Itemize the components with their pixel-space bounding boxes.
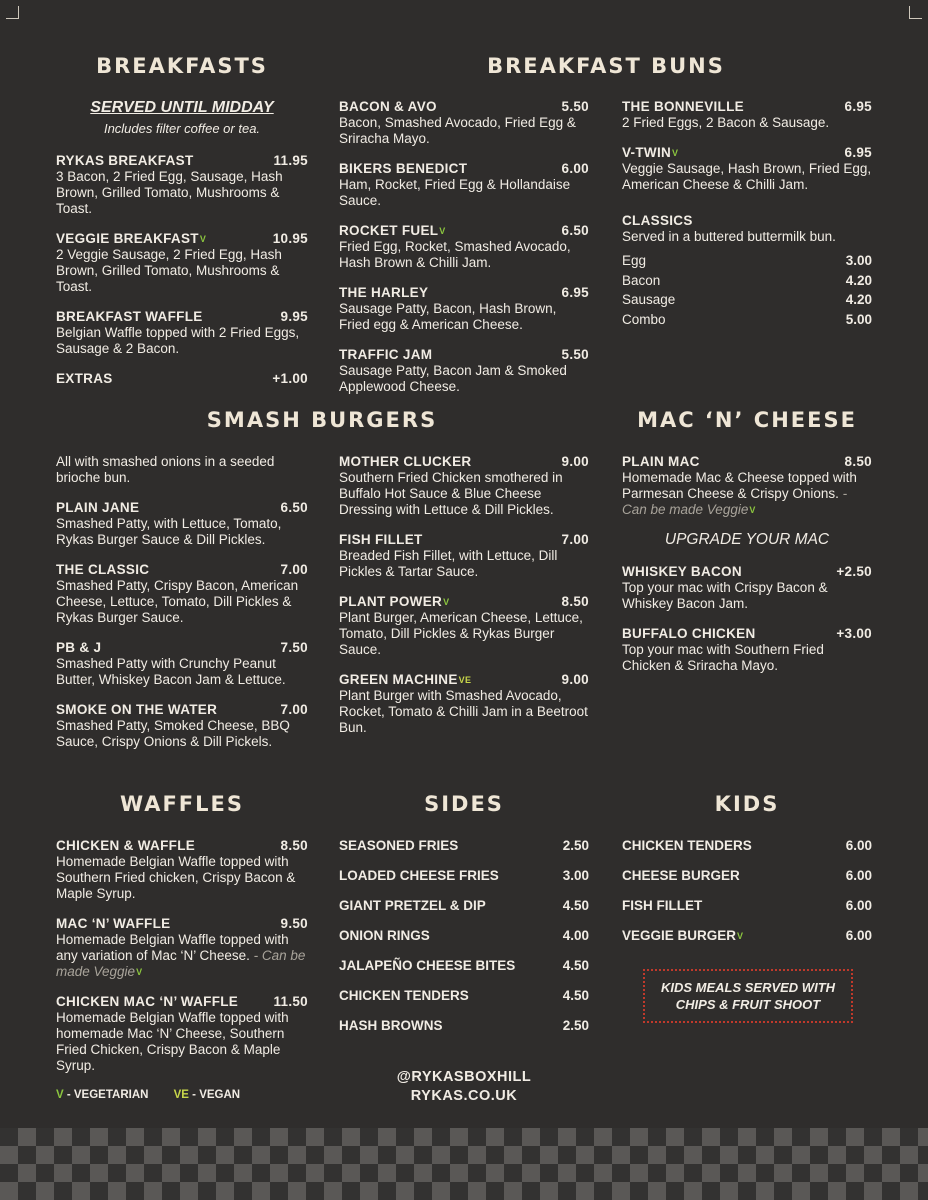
kids-item (622, 898, 872, 914)
menu-item (56, 838, 308, 902)
side-item (339, 898, 589, 914)
menu-item (622, 145, 872, 193)
item-desc: Plant Burger with Smashed Avocado, Rocket, Tomato & Chilli Jam in a Beetroot Bun. (339, 688, 588, 735)
side-item (339, 1018, 589, 1034)
vegetarian-badge: V (443, 597, 450, 607)
smash-burgers-left-list (56, 454, 308, 764)
item-price: 4.50 (562, 988, 589, 1003)
item-price: 6.95 (561, 285, 589, 300)
item-desc: Top your mac with Southern Fried Chicken & Sriracha Mayo. (622, 642, 824, 673)
row-price: 4.20 (845, 272, 872, 288)
section-title-breakfasts: BREAKFASTS (96, 54, 268, 78)
legend-vegetarian-label: - VEGETARIAN (63, 1089, 149, 1101)
item-price: 6.00 (845, 838, 872, 853)
item-price: 9.95 (280, 309, 308, 324)
kids-list (622, 838, 872, 958)
item-name: PB & J (56, 640, 102, 655)
item-desc: Homemade Mac & Cheese topped with Parmesan Cheese & Crispy Onions. (622, 470, 857, 501)
item-price: 9.50 (280, 916, 308, 931)
item-note: - Can be made Veggie (56, 948, 306, 979)
item-price: 7.00 (561, 532, 589, 547)
item-name: PLANT POWER (339, 594, 443, 609)
item-price: 4.50 (562, 898, 589, 913)
item-desc: Bacon, Smashed Avocado, Fried Egg & Sriracha Mayo. (339, 115, 576, 146)
item-name: ROCKET FUEL (339, 223, 439, 238)
menu-item (56, 994, 308, 1074)
item-desc: Smashed Patty with Crunchy Peanut Butter, Whiskey Bacon Jam & Lettuce. (56, 656, 286, 687)
breakfasts-list (56, 153, 308, 401)
item-price: 2.50 (562, 1018, 589, 1033)
side-item (339, 838, 589, 854)
item-name: SMOKE ON THE WATER (56, 702, 218, 717)
item-desc: Homemade Belgian Waffle topped with homemade Mac ‘N’ Cheese, Southern Fried Chicken, Crispy Bacon & Maple Syrup. (56, 1010, 289, 1073)
item-name: EXTRAS (56, 371, 113, 386)
item-name: CHEESE BURGER (622, 868, 740, 883)
served-title: SERVED UNTIL MIDDAY (90, 99, 274, 116)
kids-meals-note: KIDS MEALS SERVED WITH CHIPS & FRUIT SHOOT (643, 969, 853, 1023)
menu-item (56, 702, 308, 750)
item-price: 9.00 (561, 672, 589, 687)
item-desc: Sausage Patty, Bacon, Hash Brown, Fried egg & American Cheese. (339, 301, 557, 332)
item-price: 4.00 (562, 928, 589, 943)
item-desc: 2 Fried Eggs, 2 Bacon & Sausage. (622, 115, 830, 130)
item-name: CHICKEN MAC ‘N’ WAFFLE (56, 994, 239, 1009)
item-name: PLAIN MAC (622, 454, 700, 469)
item-price: 5.50 (561, 347, 589, 362)
sides-list (339, 838, 589, 1048)
item-price: 6.95 (844, 145, 872, 160)
section-title-breakfast-buns: BREAKFAST BUNS (487, 54, 725, 78)
item-name: THE BONNEVILLE (622, 99, 744, 114)
classics-row (622, 273, 872, 289)
legend-vegan-code: VE (173, 1089, 189, 1101)
row-name: Bacon (622, 272, 661, 288)
served-until-midday (56, 99, 308, 136)
breakfast-buns-right-list (622, 99, 872, 342)
item-name: GREEN MACHINE (339, 672, 458, 687)
item-price: 7.00 (280, 562, 308, 577)
menu-item (339, 672, 589, 736)
item-name: BREAKFAST WAFFLE (56, 309, 203, 324)
menu-item (339, 161, 589, 209)
classics-row (622, 292, 872, 308)
section-title-smash-burgers: SMASH BURGERS (206, 408, 438, 432)
item-name: BUFFALO CHICKEN (622, 626, 756, 641)
item-price: 6.50 (280, 500, 308, 515)
menu-item (56, 309, 308, 357)
item-name: CLASSICS (622, 213, 693, 228)
item-name: TRAFFIC JAM (339, 347, 433, 362)
item-price: 8.50 (280, 838, 308, 853)
menu-item (56, 231, 308, 295)
item-price: 7.50 (280, 640, 308, 655)
side-item (339, 988, 589, 1004)
item-name: WHISKEY BACON (622, 564, 742, 579)
item-name: THE HARLEY (339, 285, 429, 300)
section-title-kids: KIDS (714, 792, 780, 816)
menu-item (56, 500, 308, 548)
item-price: 6.00 (845, 928, 872, 943)
item-name: SEASONED FRIES (339, 838, 459, 853)
item-price: 8.50 (844, 454, 872, 469)
item-name: ONION RINGS (339, 928, 430, 943)
item-price: 5.50 (561, 99, 589, 114)
item-desc: Ham, Rocket, Fried Egg & Hollandaise Sauce. (339, 177, 571, 208)
upgrade-title: UPGRADE YOUR MAC (664, 531, 830, 548)
menu-item (56, 640, 308, 688)
item-price: 9.00 (561, 454, 589, 469)
dietary-legend (56, 1089, 240, 1101)
row-price: 5.00 (845, 311, 872, 327)
item-name: VEGGIE BREAKFAST (56, 231, 199, 246)
side-item (339, 868, 589, 884)
vegetarian-badge: V (737, 931, 744, 941)
menu-item (56, 562, 308, 626)
classics-row (622, 312, 872, 328)
social-links (340, 1068, 588, 1106)
kids-item (622, 928, 872, 944)
smash-intro: All with smashed onions in a seeded brioche bun. (56, 454, 275, 485)
menu-item (339, 285, 589, 333)
row-price: 3.00 (845, 253, 872, 268)
kids-item (622, 868, 872, 884)
item-price: 11.95 (273, 153, 308, 168)
item-name: CHICKEN & WAFFLE (56, 838, 196, 853)
item-desc: Smashed Patty, Smoked Cheese, BBQ Sauce, Crispy Onions & Dill Pickels. (56, 718, 290, 749)
menu-item (56, 916, 308, 980)
item-name: LOADED CHEESE FRIES (339, 868, 499, 883)
breakfast-buns-left-list (339, 99, 589, 409)
website-link[interactable]: RYKAS.CO.UK (410, 1088, 518, 1104)
menu-item (56, 153, 308, 217)
item-price: 6.95 (844, 99, 872, 114)
menu-item (622, 99, 872, 131)
kids-item (622, 838, 872, 854)
item-name: VEGGIE BURGER (622, 928, 737, 943)
mac-n-cheese-list (622, 454, 872, 688)
vegetarian-badge: V (199, 234, 207, 244)
item-desc: Top your mac with Crispy Bacon & Whiskey Bacon Jam. (622, 580, 828, 611)
item-price: 8.50 (561, 594, 589, 609)
menu-item (339, 594, 589, 658)
menu-item (622, 454, 872, 518)
menu-item (339, 454, 589, 518)
item-name: CHICKEN TENDERS (339, 988, 469, 1003)
item-name: BACON & AVO (339, 99, 437, 114)
item-price: 11.50 (273, 994, 308, 1009)
section-title-mac-n-cheese: MAC ‘N’ CHEESE (637, 408, 857, 432)
item-name: MOTHER CLUCKER (339, 454, 472, 469)
item-price: 6.50 (561, 223, 589, 238)
menu-item (339, 99, 589, 147)
vegetarian-badge: V (749, 505, 756, 515)
vegetarian-badge: V (672, 148, 679, 158)
item-name: THE CLASSIC (56, 562, 150, 577)
section-title-waffles: WAFFLES (119, 792, 244, 816)
crop-mark-top-left (6, 6, 19, 19)
item-desc: Fried Egg, Rocket, Smashed Avocado, Hash Brown & Chilli Jam. (339, 239, 571, 270)
row-price: 4.20 (845, 292, 872, 307)
menu-item (339, 347, 589, 395)
item-name: JALAPEÑO CHEESE BITES (339, 958, 516, 973)
item-desc: 3 Bacon, 2 Fried Egg, Sausage, Hash Brown, Grilled Tomato, Mushrooms & Toast. (56, 169, 283, 216)
item-name: PLAIN JANE (56, 500, 140, 515)
item-name: GIANT PRETZEL & DIP (339, 898, 486, 913)
item-name: FISH FILLET (622, 898, 703, 913)
section-title-sides: SIDES (424, 792, 504, 816)
legend-vegan-label: - VEGAN (188, 1089, 241, 1101)
classics (622, 213, 872, 328)
menu-item (56, 371, 308, 387)
item-desc: Homemade Belgian Waffle topped with any variation of Mac ‘N’ Cheese. (56, 932, 289, 963)
item-desc: Smashed Patty, Crispy Bacon, American Cheese, Lettuce, Tomato, Dill Pickles & Rykas Burger Sauce. (56, 578, 299, 625)
item-desc: Veggie Sausage, Hash Brown, Fried Egg, American Cheese & Chilli Jam. (622, 161, 872, 192)
item-note: - Can be made Veggie (622, 486, 848, 517)
item-price: +1.00 (272, 371, 308, 386)
item-desc: Breaded Fish Fillet, with Lettuce, Dill Pickles & Tartar Sauce. (339, 548, 558, 579)
vegetarian-badge: V (136, 967, 143, 977)
menu-item (339, 532, 589, 580)
item-name: RYKAS BREAKFAST (56, 153, 194, 168)
item-price: 2.50 (562, 838, 589, 853)
vegetarian-badge: V (439, 226, 446, 236)
side-item (339, 958, 589, 974)
item-desc: 2 Veggie Sausage, 2 Fried Egg, Hash Brown, Grilled Tomato, Mushrooms & Toast. (56, 247, 282, 294)
item-desc: Belgian Waffle topped with 2 Fried Eggs, Sausage & 2 Bacon. (56, 325, 300, 356)
legend-vegetarian-code: V (56, 1089, 64, 1101)
row-name: Egg (622, 253, 647, 268)
item-price: 7.00 (280, 702, 308, 717)
item-desc: Plant Burger, American Cheese, Lettuce, Tomato, Dill Pickles & Rykas Burger Sauce. (339, 610, 583, 657)
item-name: CHICKEN TENDERS (622, 838, 752, 853)
checkered-footer-pattern (0, 1128, 928, 1200)
served-subtitle: Includes filter coffee or tea. (103, 121, 261, 136)
smash-burgers-right-list (339, 454, 589, 750)
item-desc: Homemade Belgian Waffle topped with Southern Fried chicken, Crispy Bacon & Maple Syrup. (56, 854, 296, 901)
item-price: +2.50 (836, 564, 872, 579)
item-desc: Sausage Patty, Bacon Jam & Smoked Applewood Cheese. (339, 363, 567, 394)
item-name: HASH BROWNS (339, 1018, 443, 1033)
item-price: 6.00 (845, 898, 872, 913)
item-price: 6.00 (561, 161, 589, 176)
vegan-badge: VE (458, 675, 472, 685)
waffles-list (56, 838, 308, 1088)
item-price: 3.00 (562, 868, 589, 883)
item-desc: Smashed Patty, with Lettuce, Tomato, Rykas Burger Sauce & Dill Pickles. (56, 516, 282, 547)
item-price: 10.95 (272, 231, 308, 246)
item-price: 6.00 (845, 868, 872, 883)
social-handle[interactable]: @RYKASBOXHILL (396, 1069, 532, 1085)
item-name: V-TWIN (622, 145, 672, 160)
menu-item (622, 626, 872, 674)
item-name: BIKERS BENEDICT (339, 161, 468, 176)
item-price: 4.50 (562, 958, 589, 973)
item-desc: Served in a buttered buttermilk bun. (622, 229, 836, 244)
menu-item (339, 223, 589, 271)
item-name: FISH FILLET (339, 532, 423, 547)
crop-mark-top-right (909, 6, 922, 19)
row-name: Sausage (622, 292, 676, 307)
side-item (339, 928, 589, 944)
menu-item (622, 564, 872, 612)
classics-row (622, 253, 872, 269)
item-desc: Southern Fried Chicken smothered in Buffalo Hot Sauce & Blue Cheese Dressing with Lettuce & Dill Pickles. (339, 470, 563, 517)
row-name: Combo (622, 311, 666, 327)
item-price: +3.00 (836, 626, 872, 641)
item-name: MAC ‘N’ WAFFLE (56, 916, 171, 931)
